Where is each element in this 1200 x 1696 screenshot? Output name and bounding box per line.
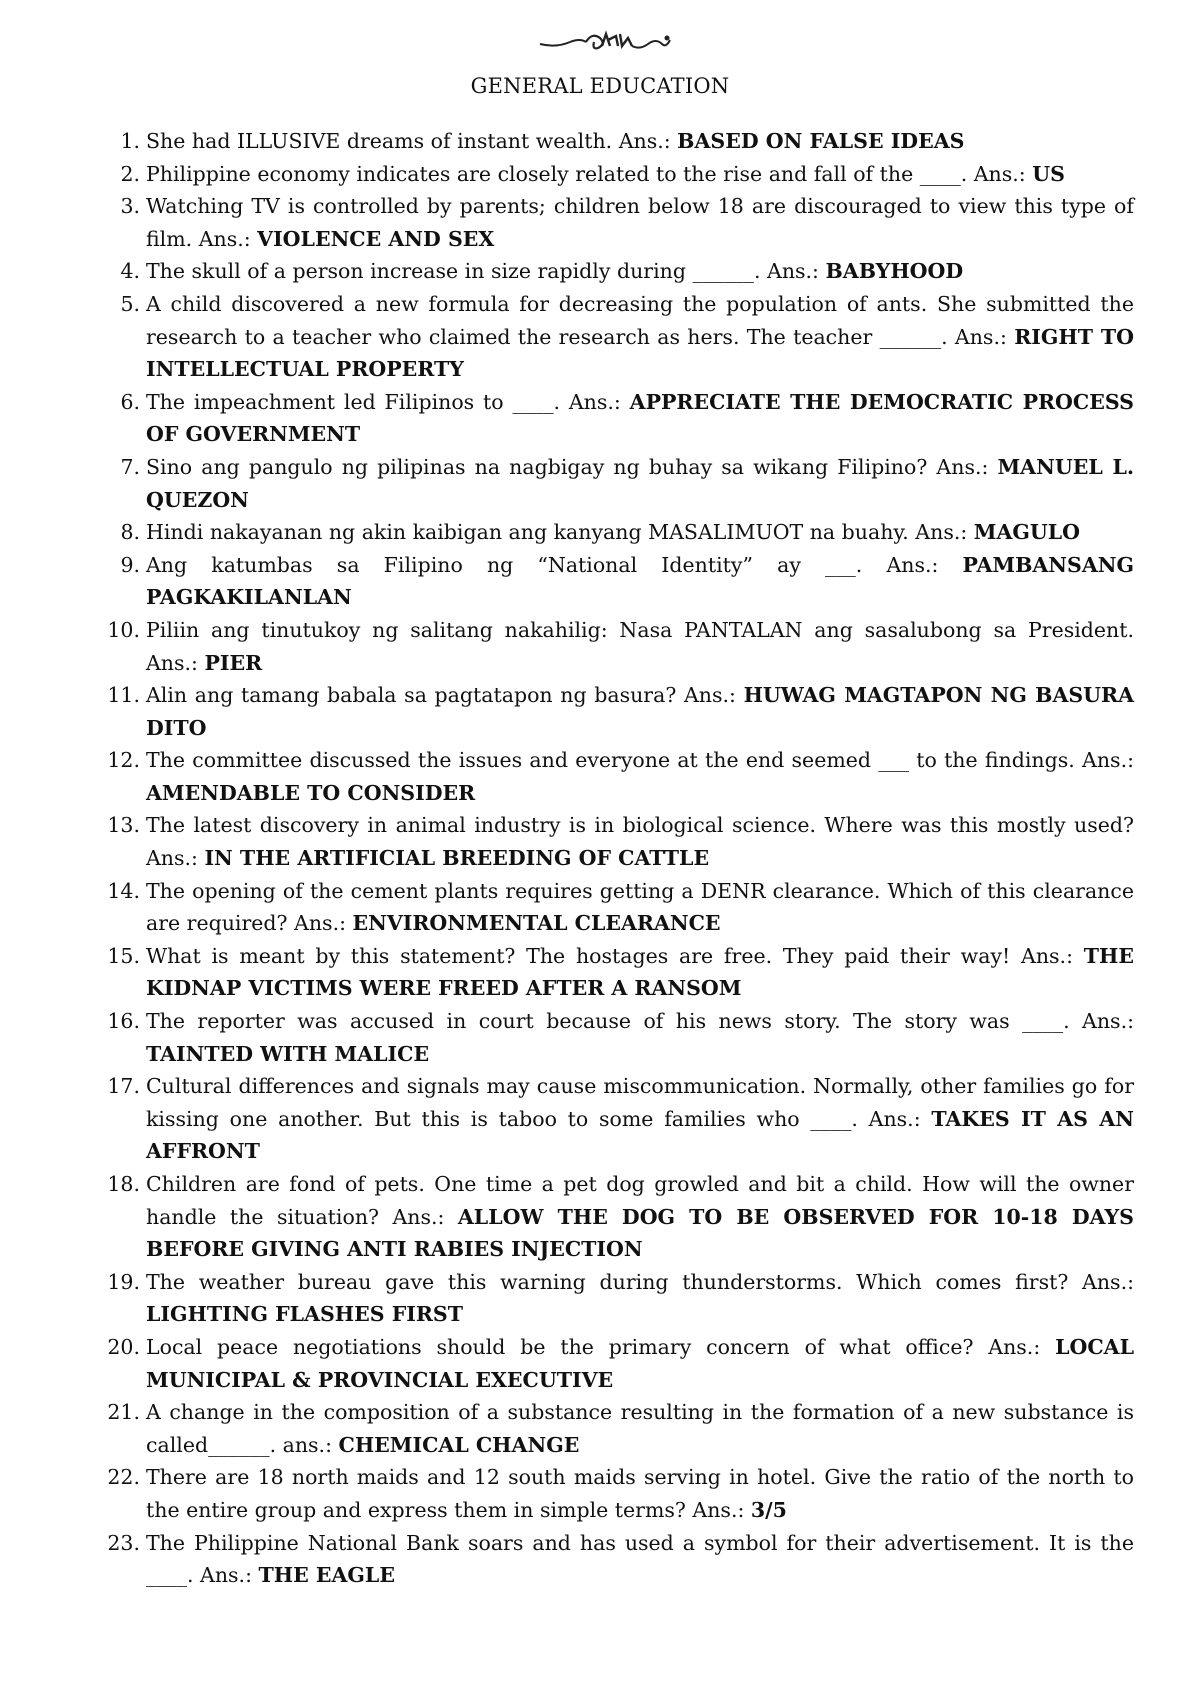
question-text: The latest discovery in animal industry is in biological science. Where was this mostly used? Ans.: [146,813,1134,871]
question-text: There are 18 north maids and 12 south maids serving in hotel. Give the ratio of the north to the entire group and express them in simple terms? Ans.: [146,1465,1134,1522]
question-number: 6. [120,389,140,414]
question-item [100,386,1134,451]
question-answer: VIOLENCE AND SEX [257,226,495,251]
question-list [100,125,1134,1592]
decorative-flourish-icon [536,28,676,56]
question-answer: LOCAL MUNICIPAL & PROVINCIAL EXECUTIVE [146,1334,1134,1392]
question-item [100,809,1134,874]
question-number: 17. [107,1074,140,1099]
question-number: 4. [120,259,140,284]
question-answer: PAMBANSANG PAGKAKILANLAN [146,552,1134,610]
question-answer: US [1032,161,1065,186]
question-number: 9. [120,552,140,577]
question-text: Local peace negotiations should be the primary concern of what office? Ans.: [146,1334,1056,1359]
question-text: Cultural differences and signals may cause miscommunication. Normally, other families go for kissing one another. But this is taboo to some families who ____. Ans.: [146,1074,1134,1131]
question-answer: THE EAGLE [258,1563,395,1588]
question-item [100,1070,1134,1168]
page-title: GENERAL EDUCATION [470,74,730,98]
question-answer: CHEMICAL CHANGE [338,1432,580,1457]
question-item [100,1461,1134,1526]
question-number: 16. [107,1009,140,1034]
question-item [100,1331,1134,1396]
question-number: 22. [107,1465,140,1490]
question-number: 1. [120,129,140,153]
question-item [100,125,1134,158]
question-text: Philippine economy indicates are closely related to the rise and fall of the ____. Ans.: [146,161,1033,186]
question-item [100,614,1134,679]
question-text: A change in the composition of a substance resulting in the formation of a new substance is called______. ans.: [146,1400,1134,1457]
question-number: 11. [107,683,140,708]
question-answer: ENVIRONMENTAL CLEARANCE [352,911,721,936]
question-text: Alin ang tamang babala sa pagtatapon ng basura? Ans.: [146,683,744,708]
question-text: Piliin ang tinutukoy ng salitang nakahilig: Nasa PANTALAN ang sasalubong sa President. Ans.: [146,617,1134,675]
question-number: 2. [120,161,140,186]
question-answer: AMENDABLE TO CONSIDER [146,780,476,805]
question-item [100,1266,1134,1331]
question-text: A child discovered a new formula for decreasing the population of ants. She submitted the research to a teacher who claimed the research as hers. The teacher ______. Ans.: [146,291,1134,349]
question-item [100,516,1134,549]
question-answer: MAGULO [973,520,1081,545]
question-answer: APPRECIATE THE DEMOCRATIC PROCESS OF GOVERNMENT [146,389,1134,447]
question-text: The committee discussed the issues and everyone at the end seemed ___ to the findings. Ans.: [146,748,1134,773]
question-item [100,679,1134,744]
question-text: The opening of the cement plants requires getting a DENR clearance. Which of this clearance are required? Ans.: [146,878,1134,936]
question-text: What is meant by this statement? The hostages are free. They paid their way! Ans.: [146,943,1084,968]
question-answer: TAINTED WITH MALICE [146,1041,430,1066]
question-text: The skull of a person increase in size rapidly during ______. Ans.: [146,259,826,284]
question-item [100,875,1134,940]
question-number: 19. [107,1269,140,1294]
question-number: 21. [107,1400,140,1425]
question-answer: HUWAG MAGTAPON NG BASURA DITO [146,683,1134,740]
question-text: Ang katumbas sa Filipino ng “National Identity” ay ___. Ans.: [146,552,963,577]
question-item [100,1396,1134,1461]
question-text: Sino ang pangulo ng pilipinas na nagbigay ng buhay sa wikang Filipino? Ans.: [146,454,998,479]
question-item [100,190,1134,255]
question-answer: 3/5 [750,1497,787,1522]
question-text: The Philippine National Bank soars and has used a symbol for their advertisement. It is the ____. Ans.: [146,1530,1134,1588]
question-number: 14. [107,878,140,903]
question-answer: ALLOW THE DOG TO BE OBSERVED FOR 10-18 DAYS BEFORE GIVING ANTI RABIES INJECTION [146,1204,1134,1262]
question-text: The reporter was accused in court because of his news story. The story was ____. Ans.: [146,1009,1134,1034]
question-item [100,288,1134,386]
question-text: Hindi nakayanan ng akin kaibigan ang kanyang MASALIMUOT na buahy. Ans.: [146,520,974,545]
question-number: 13. [107,813,140,838]
question-number: 12. [107,748,140,773]
question-number: 7. [120,454,140,479]
question-answer: THE KIDNAP VICTIMS WERE FREED AFTER A RANSOM [146,943,1134,1001]
question-answer: MANUEL L. QUEZON [146,454,1134,512]
question-number: 10. [107,617,140,642]
question-text: The impeachment led Filipinos to ____. Ans.: [146,389,630,414]
question-answer: IN THE ARTIFICIAL BREEDING OF CATTLE [204,846,710,871]
question-answer: BASED ON FALSE IDEAS [677,129,965,153]
question-answer: BABYHOOD [825,259,964,284]
question-item [100,1168,1134,1266]
question-item [100,1005,1134,1070]
question-text: Watching TV is controlled by parents; children below 18 are discouraged to view this type of film. Ans.: [146,194,1134,251]
question-item [100,940,1134,1005]
question-answer: PIER [204,650,263,675]
question-answer: RIGHT TO INTELLECTUAL PROPERTY [146,324,1134,382]
question-number: 5. [120,291,140,316]
question-number: 23. [107,1530,140,1555]
question-number: 8. [120,520,140,545]
question-number: 3. [120,194,140,219]
question-number: 20. [107,1334,140,1359]
question-text: The weather bureau gave this warning during thunderstorms. Which comes first? Ans.: [146,1269,1134,1294]
question-item [100,549,1134,614]
question-text: She had ILLUSIVE dreams of instant wealth. Ans.: [146,129,678,153]
question-item [100,255,1134,288]
question-number: 15. [107,943,140,968]
question-text: Children are fond of pets. One time a pet dog growled and bit a child. How will the owner handle the situation? Ans.: [146,1172,1134,1229]
question-number: 18. [107,1172,140,1196]
question-item [100,1527,1134,1592]
question-answer: LIGHTING FLASHES FIRST [146,1302,463,1327]
question-item [100,744,1134,809]
question-item [100,451,1134,516]
question-answer: TAKES IT AS AN AFFRONT [146,1106,1134,1164]
question-item [100,158,1134,191]
